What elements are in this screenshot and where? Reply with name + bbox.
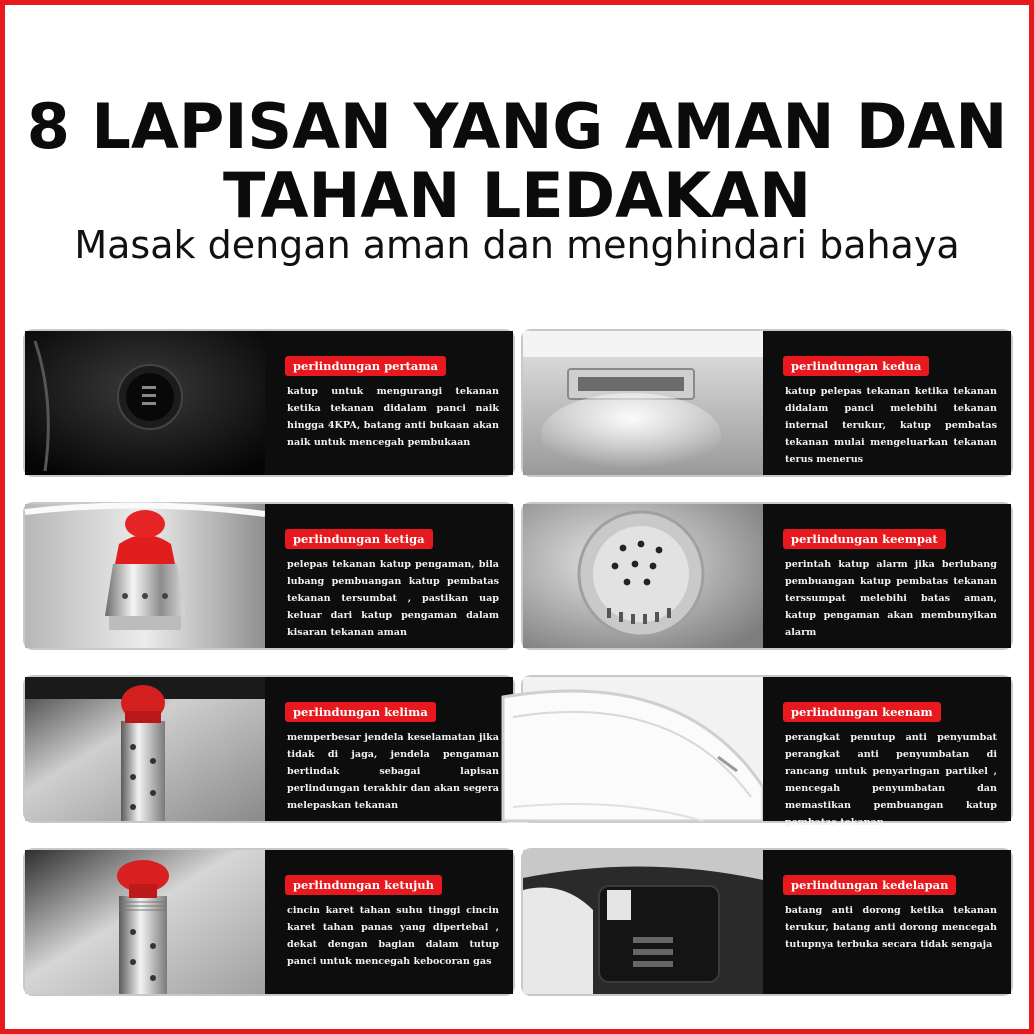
page-title-line1: 8 LAPISAN YANG AMAN DAN (26, 90, 1008, 163)
safety-valve-cap-image (25, 504, 265, 648)
rubber-ring-valve-image (25, 850, 265, 994)
anti-push-rod-image (523, 850, 763, 994)
protection-card-3 (25, 504, 513, 648)
anti-clog-cover-image (523, 677, 763, 821)
release-slot-steam-image (523, 331, 763, 475)
page-title-line2: TAHAN LEDAKAN (222, 159, 812, 232)
safety-window-valve-image (25, 677, 265, 821)
protection-badge: perlindungan pertama (285, 356, 446, 376)
protection-badge: perlindungan kedua (783, 356, 929, 376)
protection-badge: perlindungan ketujuh (285, 875, 442, 895)
protection-description: memperbesar jendela keselamatan jika tidak di jaga, jendela pengaman bertindak sebagai lapisan perlindungan terakhir dan akan segera melepaskan tekanan (287, 732, 499, 811)
protection-badge: perlindungan keempat (783, 529, 946, 549)
protection-card-6 (523, 677, 1011, 828)
protection-description: batang anti dorong ketika tekanan terukur, batang anti dorong mencegah tutupnya terbuka secara tidak sengaja (785, 905, 997, 950)
protection-description: pelepas tekanan katup pengaman, bila lubang pembuangan katup pembatas tekanan tersumbat , pastikan uap keluar dari katup pengaman dalam kisaran tekanan aman (287, 559, 499, 638)
protection-description: katup untuk mengurangi tekanan ketika tekanan didalam panci naik hingga 4KPA, batang anti bukaan akan naik untuk mencegah pembukaan (287, 386, 499, 448)
protection-card-5 (25, 677, 513, 821)
protection-description: perintah katup alarm jika berlubang pembuangan katup pembatas tekanan terssumpat melebihi batas aman, katup pengaman akan membunyikan alarm (785, 559, 997, 638)
protection-card-8 (523, 850, 1011, 994)
page-subtitle: Masak dengan aman dan menghindari bahaya (74, 223, 960, 267)
protection-badge: perlindungan kelima (285, 702, 436, 722)
alarm-valve-holes-image (523, 504, 763, 648)
protection-description: katup pelepas tekanan ketika tekanan didalam panci melebihi tekanan internal terukur, katup pembatas tekanan mulai mengeluarkan tekanan terus menerus (785, 386, 997, 465)
protection-card-1 (25, 331, 513, 475)
protection-card-2 (523, 331, 1011, 475)
protection-description: cincin karet tahan suhu tinggi cincin karet tahan panas yang dipertebal , dekat dengan bagian dalam tutup panci untuk mencegah kebocoran gas (287, 905, 499, 967)
pressure-valve-hole-image (25, 331, 265, 475)
protection-card-4 (523, 504, 1011, 648)
protection-description: perangkat penutup anti penyumbat perangkat anti penyumbatan di rancang untuk penyaringan partikel , mencegah penyumbatan dan memastikan pembuangan katup pembatas tekanan (785, 732, 997, 828)
protection-card-7 (25, 850, 513, 994)
protection-badge: perlindungan keenam (783, 702, 941, 722)
protection-badge: perlindungan ketiga (285, 529, 433, 549)
protection-badge: perlindungan kedelapan (783, 875, 956, 895)
